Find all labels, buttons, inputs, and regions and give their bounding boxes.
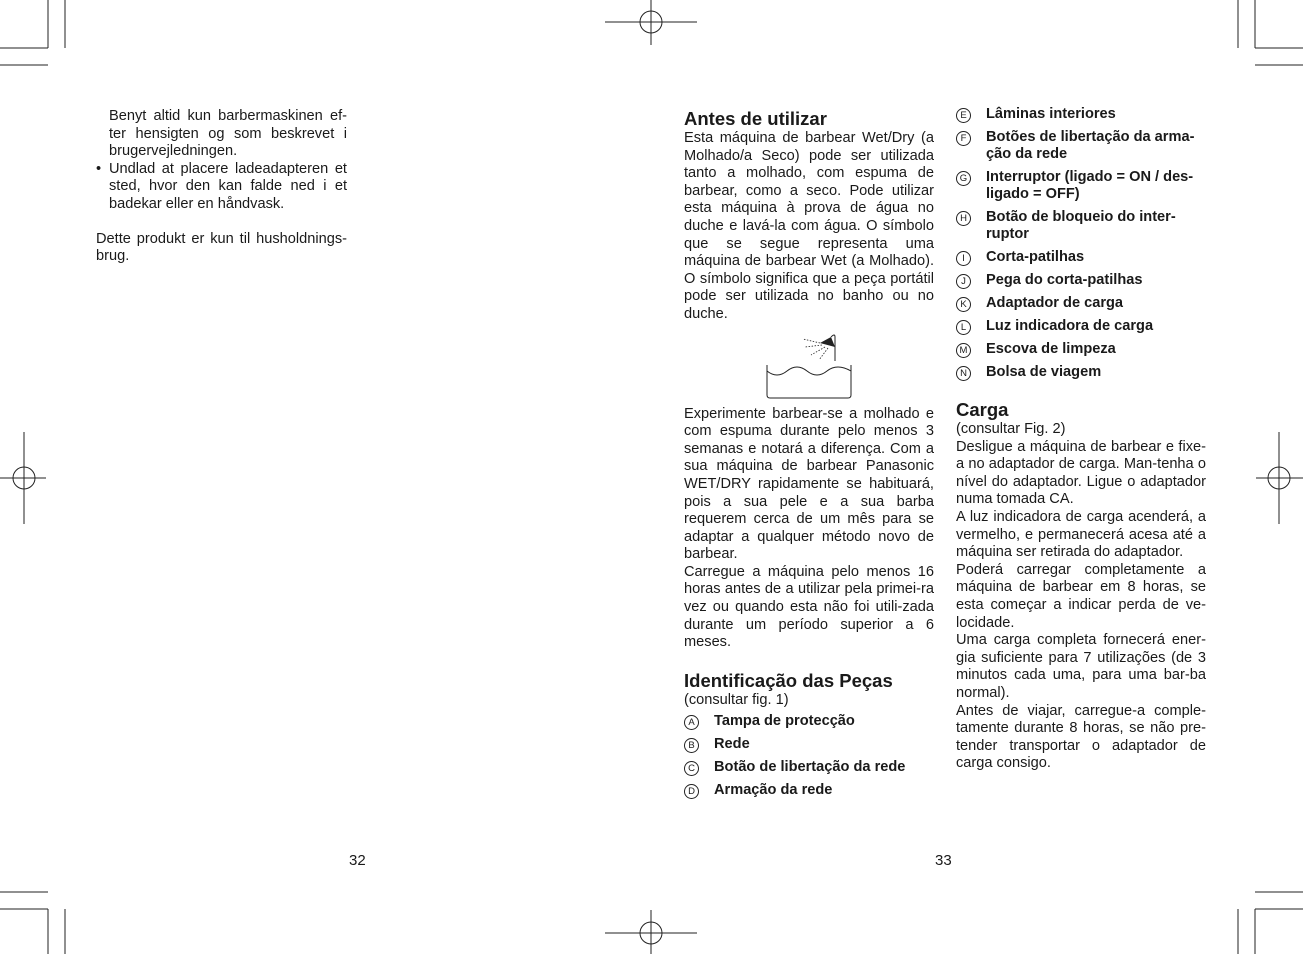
part-name: Lâminas interiores <box>986 106 1116 122</box>
carga-paragraph-2: A luz indicadora de carga acenderá, a vermelho, e permanecerá acesa até a máquina ser retirada do adaptador. <box>956 508 1206 561</box>
part-name: Botões de libertação da arma-ção da rede <box>986 129 1195 162</box>
part-item-m <box>956 341 1206 358</box>
bullet-text: Undlad at placere ladeadapteren et sted, hvor den kan falde ned i et badekar eller en håndvask. <box>109 160 347 212</box>
part-item-c <box>684 759 934 776</box>
circled-letter: M <box>956 343 971 358</box>
wet-shaver-symbol <box>684 333 934 399</box>
part-item-g <box>956 169 1206 203</box>
part-name: Corta-patilhas <box>986 249 1085 265</box>
part-name: Botão de bloqueio do inter-ruptor <box>986 209 1176 242</box>
antes-paragraph-1: Esta máquina de barbear Wet/Dry (a Molhado/a Seco) pode ser utilizada tanto a molhado, com espuma de barbear, como a seco. Pode utilizar esta máquina à prova de água no duche e lavá-la com água. O símbolo que se segue representa uma máquina de barbear Wet (a Molhado). O símbolo significa que a peça portátil pode ser utilizada no banho ou no duche. <box>684 130 934 322</box>
circled-letter: B <box>684 738 699 753</box>
identificacao-subtitle: (consultar fig. 1) <box>684 691 789 708</box>
part-item-n <box>956 364 1206 381</box>
part-name: Rede <box>714 736 750 753</box>
part-name: Escova de limpeza <box>986 341 1116 357</box>
circled-letter: N <box>956 366 971 381</box>
parts-list-2 <box>956 106 1206 381</box>
shower-bath-icon <box>765 333 853 399</box>
carga-paragraph-4: Uma carga completa fornecerá ener-gia suficiente para 7 utilizações (de 3 minutos cada uma, para uma bar-ba normal). <box>956 632 1206 701</box>
section-heading-identificacao: Identificação das Peças <box>684 669 893 691</box>
circled-letter: I <box>956 251 971 266</box>
part-name: Pega do corta-patilhas <box>986 272 1143 288</box>
part-item-l <box>956 318 1206 335</box>
part-name: Luz indicadora de carga <box>986 318 1154 334</box>
section-heading-antes: Antes de utilizar <box>684 108 827 129</box>
part-name: Tampa de protecção <box>714 713 855 730</box>
circled-letter: A <box>684 715 699 730</box>
circled-letter: K <box>956 297 971 312</box>
part-name: Adaptador de carga <box>986 295 1124 311</box>
right-page-column-1 <box>684 108 934 805</box>
circled-letter: J <box>956 274 971 289</box>
part-name: Botão de libertação da rede <box>714 759 906 776</box>
part-name: Armação da rede <box>714 782 833 799</box>
part-item-k <box>956 295 1206 312</box>
bullet-item <box>96 161 347 214</box>
parts-list-1 <box>684 713 934 799</box>
circled-letter: G <box>956 171 971 186</box>
carga-paragraph-5: Antes de viajar, carregue-a comple-tamente durante 8 horas, se não pre-tender transportar o adaptador de carga consigo. <box>956 702 1206 772</box>
left-page-column <box>96 108 347 266</box>
part-item-f <box>956 129 1206 163</box>
part-name: Bolsa de viagem <box>986 364 1102 380</box>
antes-paragraph-3: Carregue a máquina pelo menos 16 horas antes de a utilizar pela primei-ra vez ou quando esta não foi utili-zada durante um período superior a 6 meses. <box>684 563 934 651</box>
part-item-a <box>684 713 934 730</box>
part-item-d <box>684 782 934 799</box>
bullet-dot: • <box>96 160 102 177</box>
circled-letter: H <box>956 211 971 226</box>
right-page-column-2 <box>956 106 1206 773</box>
part-item-i <box>956 249 1206 266</box>
carga-subtitle: (consultar Fig. 2) <box>956 421 1066 437</box>
circled-letter: D <box>684 784 699 799</box>
household-note: Dette produkt er kun til husholdnings-brug. <box>96 230 347 265</box>
carga-paragraph-1: Desligue a máquina de barbear e fixe-a no adaptador de carga. Man-tenha o nível do adaptador. Ligue o adaptador numa tomada CA. <box>956 438 1206 508</box>
usage-note: Benyt altid kun barbermaskinen ef-ter hensigten og som beskrevet i brugervejledningen. <box>109 108 347 160</box>
carga-paragraph-3: Poderá carregar completamente a máquina de barbear em 8 horas, se esta começar a indicar perda de ve-locidade. <box>956 561 1206 631</box>
section-heading-carga: Carga <box>956 399 1009 420</box>
circled-letter: L <box>956 320 971 335</box>
part-name: Interruptor (ligado = ON / des-ligado = OFF) <box>986 169 1194 202</box>
circled-letter: F <box>956 131 971 146</box>
page-number-right: 33 <box>935 852 952 869</box>
circled-letter: C <box>684 761 699 776</box>
circled-letter: E <box>956 108 971 123</box>
page-number-left: 32 <box>349 852 366 869</box>
part-item-j <box>956 272 1206 289</box>
part-item-b <box>684 736 934 753</box>
part-item-e <box>956 106 1206 123</box>
antes-paragraph-2: Experimente barbear-se a molhado e com espuma durante pelo menos 3 semanas e notará a diferença. Com a sua máquina de barbear Panasonic WET/DRY rapidamente se habituará, pois a sua pele e a sua barba requerem cerca de um mês para se adaptar a qualquer método novo de barbear. <box>684 405 934 563</box>
part-item-h <box>956 209 1206 243</box>
